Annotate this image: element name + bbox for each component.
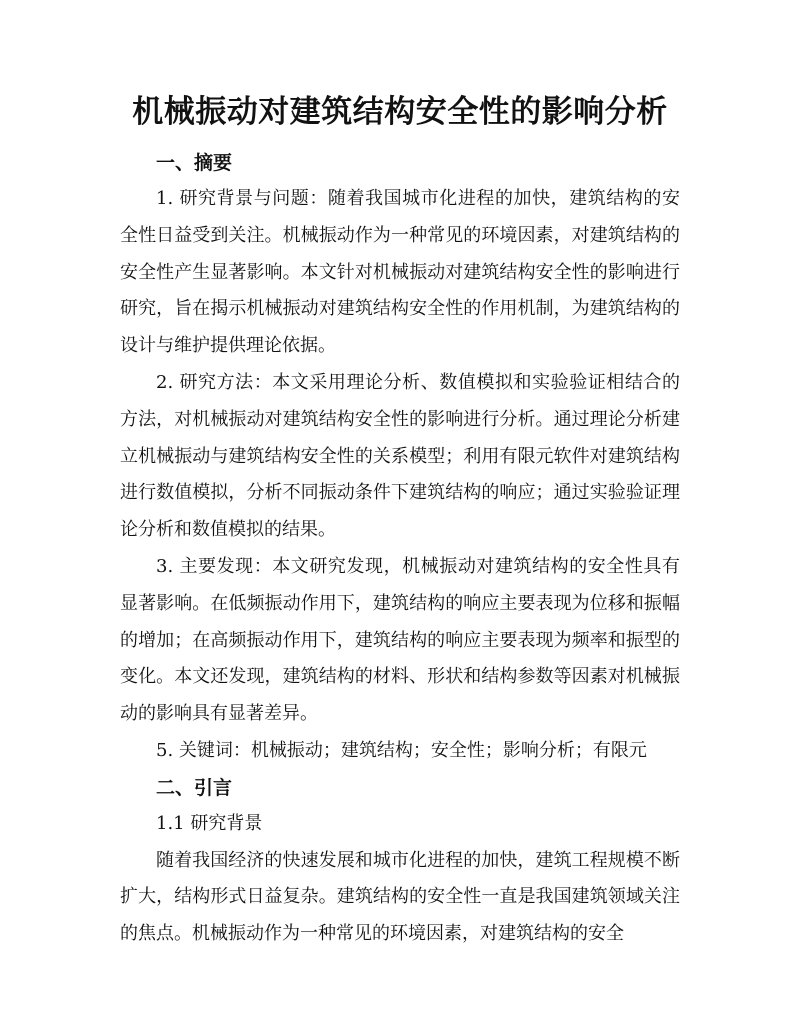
introduction-section [120, 770, 680, 953]
abstract-paragraph-background: 1. 研究背景与问题：随着我国城市化进程的加快，建筑结构的安全性日益受到关注。机械振动作为一种常见的环境因素，对建筑结构的安全性产生显著影响。本文针对机械振动对建筑结构安全性的影响进行研究，旨在揭示机械振动对建筑结构安全性的作用机制，为建筑结构的设计与维护提供理论依据。 [120, 188, 680, 357]
abstract-section [120, 145, 680, 770]
document-body [120, 145, 680, 953]
abstract-paragraph-keywords: 5. 关键词：机械振动；建筑结构；安全性；影响分析；有限元 [156, 739, 647, 761]
abstract-heading: 一、摘要 [156, 152, 233, 174]
abstract-paragraph-methods: 2. 研究方法：本文采用理论分析、数值模拟和实验验证相结合的方法，对机械振动对建筑结构安全性的影响进行分析。通过理论分析建立机械振动与建筑结构安全性的关系模型；利用有限元软件对建筑结构进行数值模拟，分析不同振动条件下建筑结构的响应；通过实验验证理论分析和数值模拟的结果。 [120, 371, 680, 541]
introduction-heading: 二、引言 [156, 776, 233, 799]
abstract-paragraph-findings: 3. 主要发现：本文研究发现，机械振动对建筑结构的安全性具有显著影响。在低频振动作用下，建筑结构的响应主要表现为位移和振幅的增加；在高频振动作用下，建筑结构的响应主要表现为频率和振型的变化。本文还发现，建筑结构的材料、形状和结构参数等因素对机械振动的影响具有显著差异。 [120, 555, 680, 725]
document-title: 机械振动对建筑结构安全性的影响分析 [132, 94, 668, 130]
introduction-paragraph: 随着我国经济的快速发展和城市化进程的加快，建筑工程规模不断扩大，结构形式日益复杂。建筑结构的安全性一直是我国建筑领域关注的焦点。机械振动作为一种常见的环境因素，对建筑结构的安全 [120, 849, 680, 945]
research-background-subheading: 1.1 研究背景 [156, 812, 263, 834]
